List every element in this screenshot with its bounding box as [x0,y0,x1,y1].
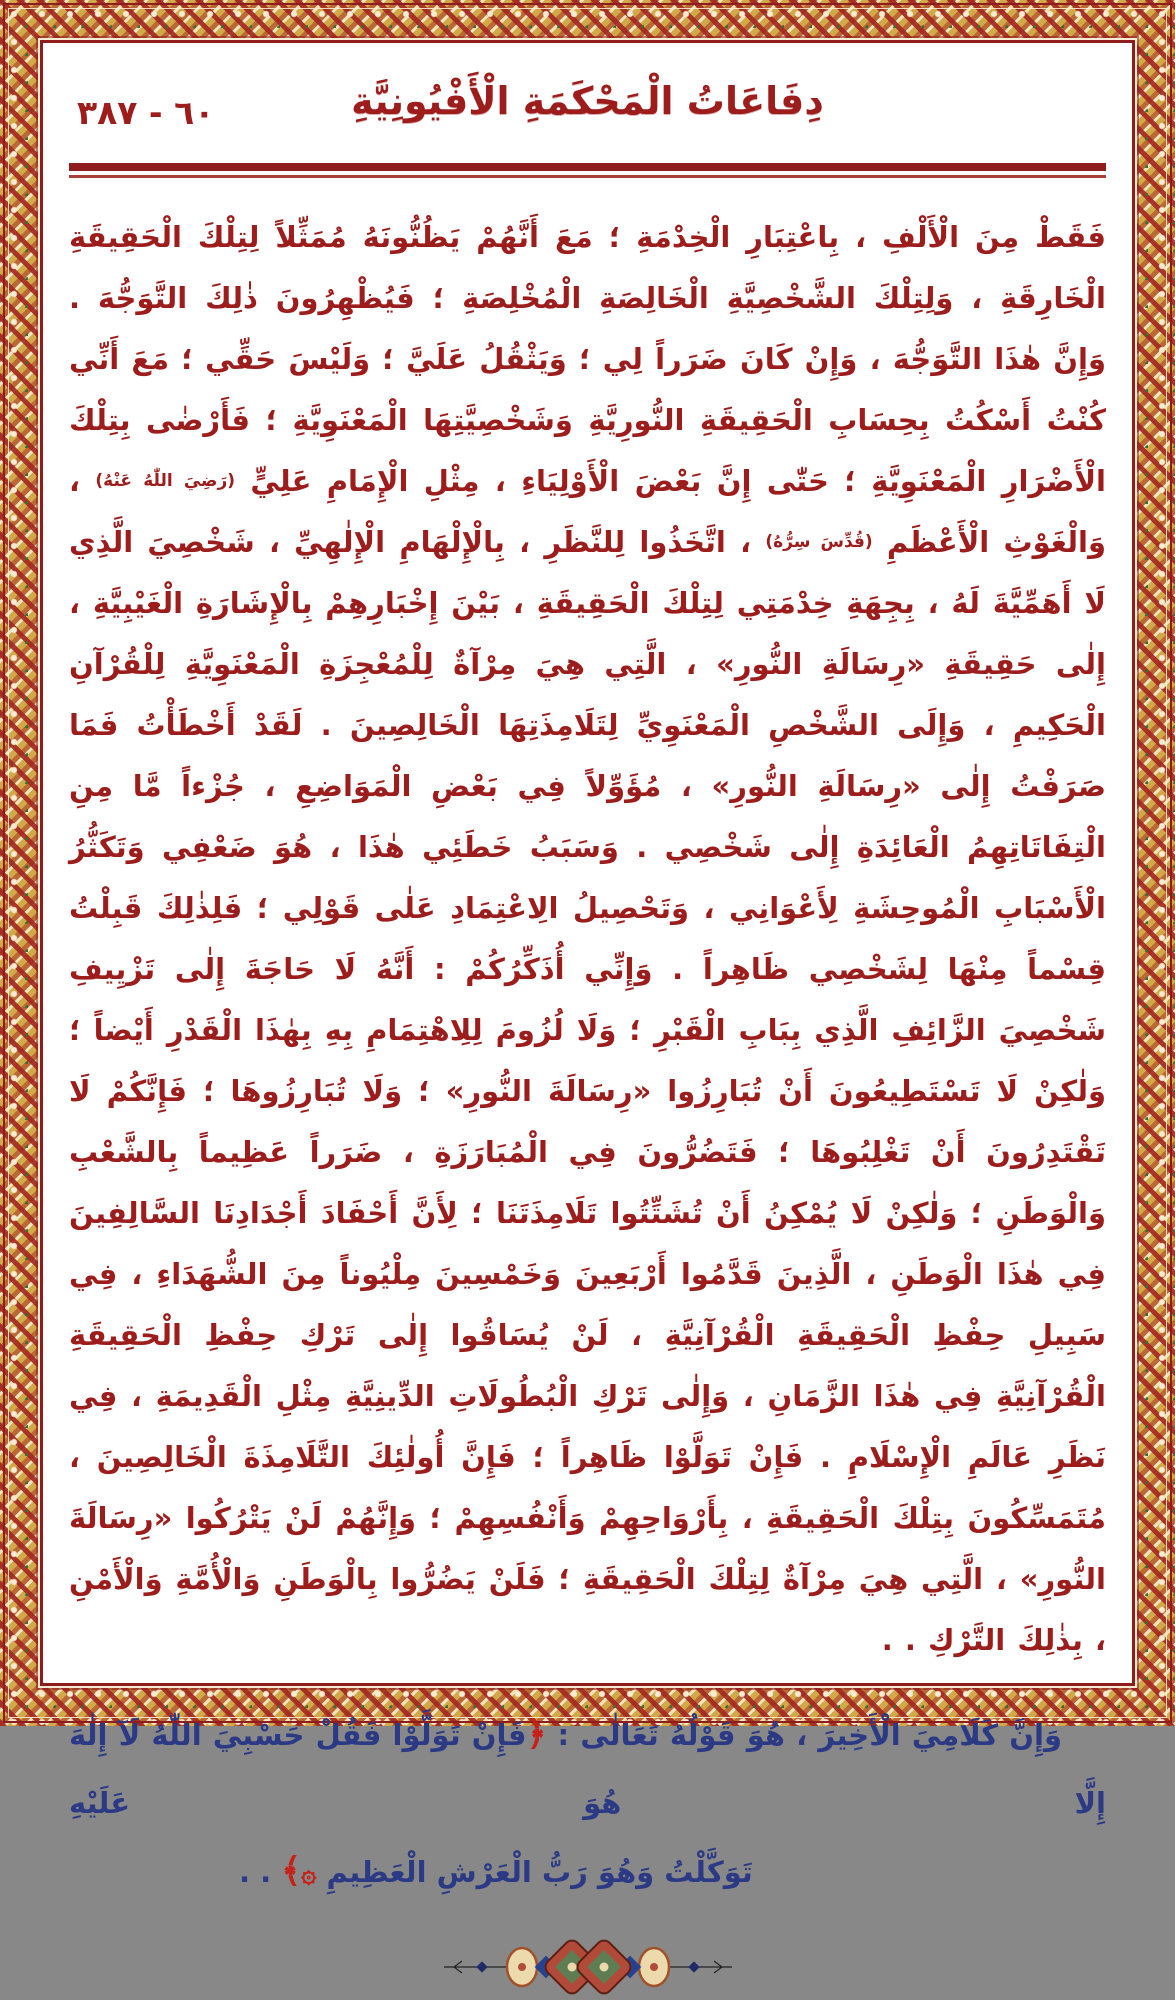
body-paragraph [56,207,1107,1671]
text-segment: ، اتَّخَذُوا لِلنَّظَرِ ، بِالْإِلْهَامِ الْإِلٰهِيِّ ، شَخْصِيَ الَّذِي لَا أَهَمِّيَّةَ لَهُ ، بِجِهَةِ خِدْمَتِي لِتِلْكَ الْحَقِيقَةِ ، بَيْنَ إِخْبَارِهِمْ بِالْإِشَارَةِ الْغَيْبِيَّةِ ، إِلٰى حَقِيقَةِ «رِسَالَةِ النُّورِ» ، الَّتِي هِيَ مِرْآةٌ لِلْمُعْجِزَةِ الْمَعْنَوِيَّةِ لِلْقُرْآنِ الْحَكِيمِ ، وَإِلَى الشَّخْصِ الْمَعْنَوِيِّ لِتَلَامِذَتِهَا الْخَالِصِينَ . لَقَدْ أَخْطَأْتُ فَمَا صَرَفْتُ إِلٰى «رِسَالَةِ النُّورِ» ، مُؤَوِّلاً فِي بَعْضِ الْمَوَاضِعِ ، جُزْءاً مَّا مِنِ الْتِفَاتَاتِهِمُ الْعَائِدَةِ إِلٰى شَخْصِي . وَسَبَبُ خَطَئِي هٰذَا ، هُوَ ضَعْفِي وَتَكَثُّرُ الْأَسْبَابِ الْمُوحِشَةِ لِأَعْوَانِي ، وَتَحْصِيلُ الِاعْتِمَادِ عَلٰى قَوْلِي ؛ فَلِذٰلِكَ قَبِلْتُ قِسْماً مِنْهَا لِشَخْصِي ظَاهِراً . وَإِنِّي أُذَكِّرُكُمْ : أَنَّهُ لَا حَاجَةَ إِلٰى تَزْيِيفِ شَخْصِيَ الزَّائِفِ الَّذِي بِبَابِ الْقَبْرِ ؛ وَلَا لُزُومَ لِلِاهْتِمَامِ بِهِ بِهٰذَا الْقَدْرِ أَيْضاً ؛ وَلٰكِنْ لَا تَسْتَطِيعُونَ أَنْ تُبَارِزُوا «رِسَالَةَ النُّورِ» ؛ وَلَا تُبَارِزُوهَا ؛ فَإِنَّكُمْ لَا تَقْتَدِرُونَ أَنْ تَغْلِبُوهَا ؛ فَتَضُرُّونَ فِي الْمُبَارَزَةِ ، ضَرَراً عَظِيماً بِالشَّعْبِ وَالْوَطَنِ ؛ وَلٰكِنْ لَا يُمْكِنُ أَنْ تُشَتِّتُوا تَلَامِذَتَنَا ؛ لِأَنَّ أَحْفَادَ أَجْدَادِنَا السَّالِفِينَ فِي هٰذَا الْوَطَنِ ، الَّذِينَ قَدَّمُوا أَرْبَعِينَ وَخَمْسِينَ مِلْيُوناً مِنَ الشُّهَدَاءِ ، فِي سَبِيلِ حِفْظِ الْحَقِيقَةِ الْقُرْآنِيَّةِ ، لَنْ يُسَاقُوا إِلٰى تَرْكِ حِفْظِ الْحَقِيقَةِ الْقُرْآنِيَّةِ فِي هٰذَا الزَّمَانِ ، وَإِلٰى تَرْكِ الْبُطُولَاتِ الدِّينِيَّةِ مِثْلِ الْقَدِيمَةِ ، فِي نَظَرِ عَالَمِ الْإِسْلَامِ . فَإِنْ تَوَلَّوْا ظَاهِراً ؛ فَإِنَّ أُولٰئِكَ التَّلَامِذَةَ الْخَالِصِينَ ، مُتَمَسِّكُونَ بِتِلْكَ الْحَقِيقَةِ ، بِأَرْوَاحِهِمْ وَأَنْفُسِهِمْ ؛ وَإِنَّهُمْ لَنْ يَتْرُكُوا «رِسَالَةَ النُّورِ» ، الَّتِي هِيَ مِرْآةٌ لِتِلْكَ الْحَقِيقَةِ ؛ فَلَنْ يَضُرُّوا بِالْوَطَنِ وَالْأُمَّةِ وَالْأَمْنِ ، بِذٰلِكَ التَّرْكِ . . [56,525,1106,1657]
footer-ornament [69,1938,1106,2000]
page-number: ٦٠ - ٣٨٧ [77,93,215,132]
ayah-end-mark: ۞ [301,1859,317,1889]
closing-line-intro [58,1700,1106,1837]
text-segment: ، وَالْغَوْثِ الْأَعْظَمِ [56,464,1107,559]
page-header [69,71,1106,157]
closing-paragraph [58,1700,1106,1908]
text-segment: تَوَكَّلْتُ وَهُوَ رَبُّ الْعَرْشِ الْعَظِيمِ [316,1855,753,1889]
page-title: دِفَاعَاتُ الْمَحْكَمَةِ الْأَفْيُونِيَّةِ [351,79,824,123]
page-sheet [40,40,1135,1891]
closing-line-verse-end [69,1837,1106,1908]
text-segment: وَإِنَّ كَلَامِيَ الْأَخِيرَ ، هُوَ قَوْلُهُ تَعَالٰى : [546,1718,1062,1752]
header-rule [69,163,1106,178]
footer-ornament-icon [438,1938,738,1996]
text-segment: فَقَطْ مِنَ الْأَلْفِ ، بِاعْتِبَارِ الْخِدْمَةِ ؛ مَعَ أَنَّهُمْ يَظُنُّونَهُ مُمَثِّلاً لِتِلْكَ الْحَقِيقَةِ الْخَارِقَةِ ، وَلِتِلْكَ الشَّخْصِيَّةِ الْخَالِصَةِ الْمُخْلِصَةِ ؛ فَيُظْهِرُونَ ذٰلِكَ التَّوَجُّهَ . وَإِنَّ هٰذَا التَّوَجُّهَ ، وَإِنْ كَانَ ضَرَراً لِي ؛ وَيَثْقُلُ عَلَيَّ ؛ وَلَيْسَ حَقِّي ؛ مَعَ أَنِّي كُنْتُ أَسْكُتُ بِحِسَابِ الْحَقِيقَةِ النُّورِيَّةِ وَشَخْصِيَّتِهَا الْمَعْنَوِيَّةِ ؛ فَأَرْضٰى بِتِلْكَ الْأَضْرَارِ الْمَعْنَوِيَّةِ ؛ حَتّٰى إِنَّ بَعْضَ الْأَوْلِيَاءِ ، مِثْلِ الْإِمَامِ عَلِيٍّ [56,220,1106,498]
quran-bracket: ﴾ [281,1851,302,1891]
honorific-stamp: (قُدِّسَ سِرُّهُ) [765,532,873,552]
text-segment: . . [239,1855,282,1889]
text-segment: فَإِنْ تَوَلَّوْا فَقُلْ حَسْبِيَ اللّٰهُ لَآ إِلٰهَ إِلَّا هُوَ عَلَيْهِ [58,1718,1106,1820]
page-content [43,43,1132,1891]
quran-bracket: ﴿ [526,1714,547,1754]
honorific-stamp: (رَضِيَ اللّٰهُ عَنْهُ) [95,471,236,491]
